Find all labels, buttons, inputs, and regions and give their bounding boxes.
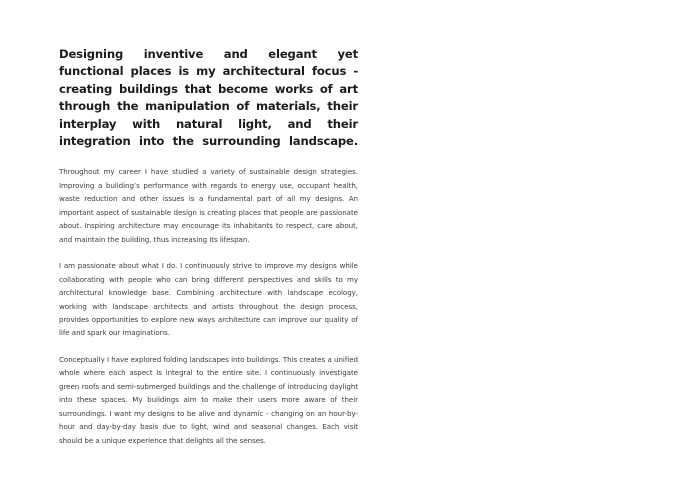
paragraph-sustainability: Throughout my career I have studied a variety of sustainable design strategies. Improving a building’s performance with regards to energy use, occupant health, waste reduction and other issues is a fundamental part of all my designs. An important aspect of sustainable design is creating places that people are passionate about. Inspiring architecture may encourage its inhabitants to respect, care about, and maintain the building, thus increasing its lifespan. [59,167,358,244]
text-column [59,46,358,447]
paragraph-collaboration: I am passionate about what I do. I continuously strive to improve my designs while collaborating with people who can bring different perspectives and skills to my architectural knowledge base. Combining architecture with landscape ecology, working with landscape architects and artists throughout the design process, provides opportunities to explore new ways architecture can improve our quality of life and spark our imaginations. [59,261,358,338]
intro-statement: Designing inventive and elegant yet functional places is my architectural focus - creating buildings that become works of art through the manipulation of materials, their interplay with natural light, and their integration into the surrounding landscape. [59,47,358,149]
paragraph-landscapes: Conceptually I have explored folding landscapes into buildings. This creates a unified whole where each aspect is integral to the entire site. I continuously investigate green roofs and semi-submerged buildings and the challenge of introducing daylight into these spaces. My buildings aim to make their users more aware of their surroundings. I want my designs to be alive and dynamic - changing on an hour-by-hour and day-by-day basis due to light, wind and seasonal changes. Each visit should be a unique experience that delights all the senses. [59,354,358,445]
